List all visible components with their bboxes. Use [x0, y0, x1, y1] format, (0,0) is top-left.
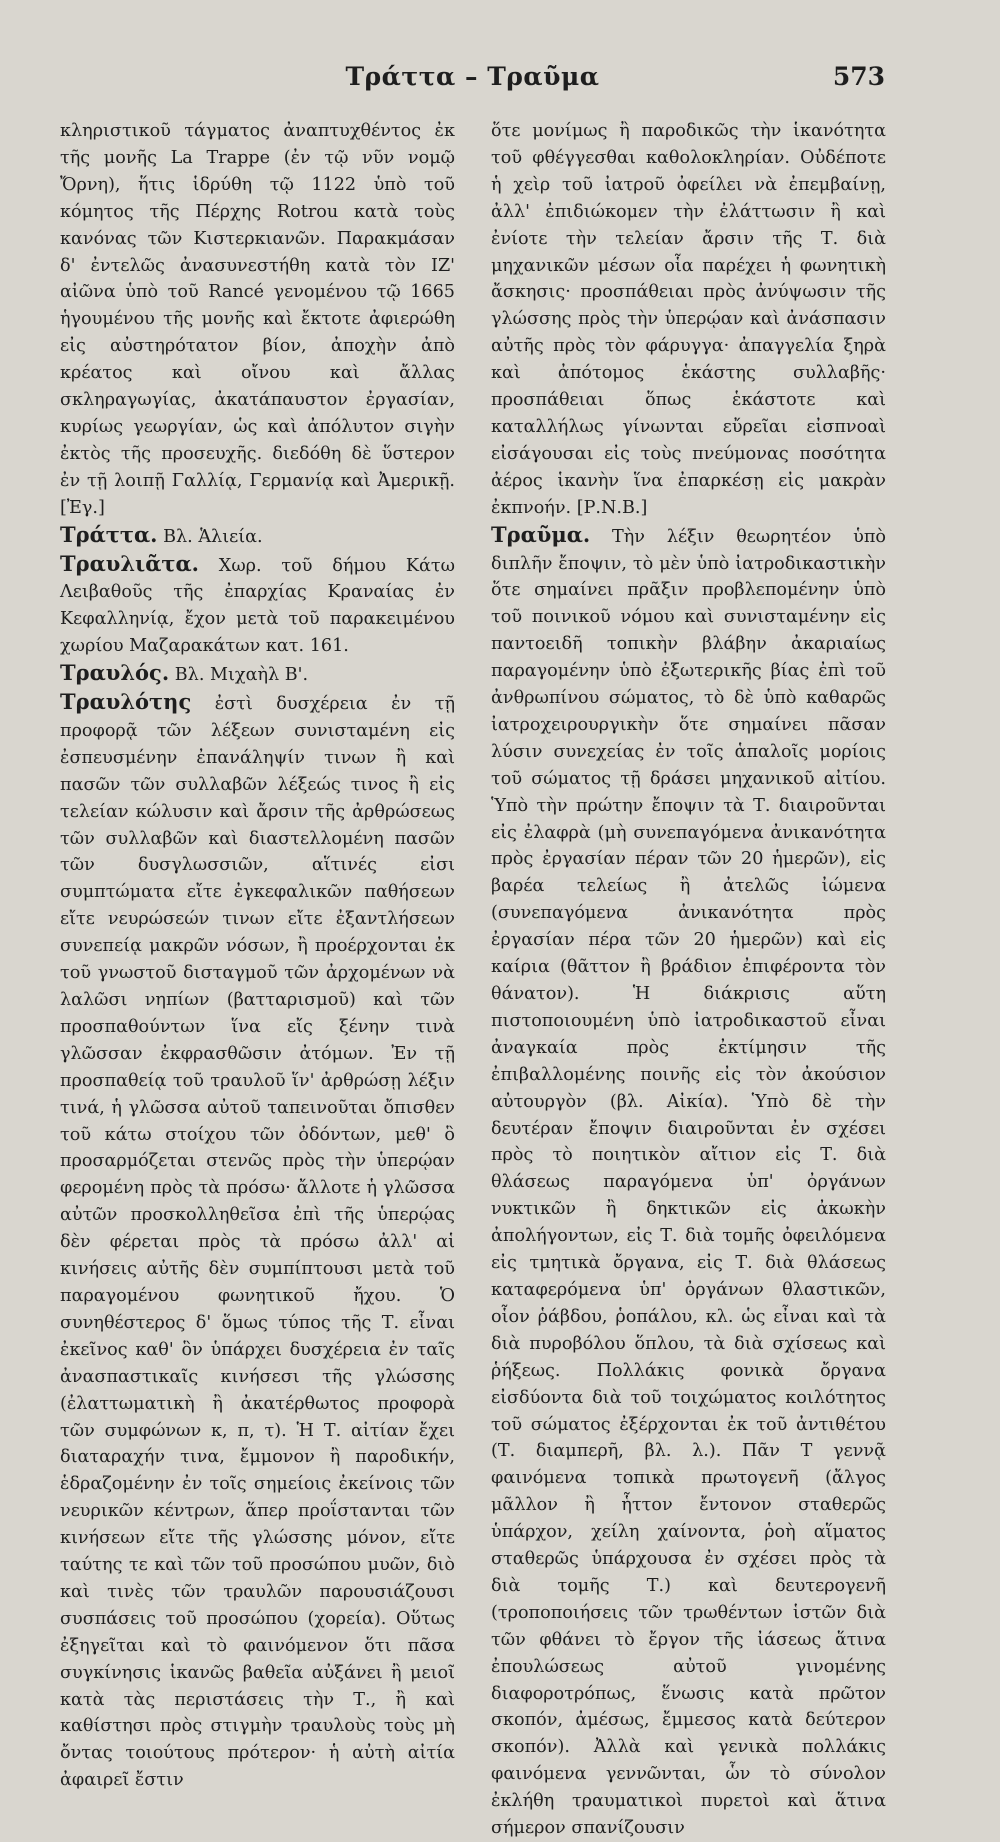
entry-tratta: [60, 522, 455, 551]
right-column: [491, 118, 886, 1842]
entry-text: κληριστικοῦ τάγματος ἀναπτυχθέντος ἐκ τῆς μονῆς La Trappe (ἐν τῷ νῦν νομῷ Ὄρνη), ἥτις ἱδρύθη τῷ 1122 ὑπὸ τοῦ κόμητος τῆς Πέρχης Rotrou κατὰ τοὺς κανόνας τῶν Κιστερκιανῶν. Παρακμάσαν δ' ἐντελῶς ἀνασυνεστήθη κατὰ τὸν ΙΖ' αἰῶνα ὑπὸ τοῦ Rancé γενομένου τῷ 1665 ἡγουμένου τῆς μονῆς καὶ ἔκτοτε ἀφιερώθη εἰς αὐστηρότατον βίον, ἀποχὴν ἀπὸ κρέατος καὶ οἴνου καὶ ἄλλας σκληραγωγίας, ἀκατάπαυστον ἐργασίαν, κυρίως γεωργίαν, ὡς καὶ ἀπόλυτον σιγὴν ἐκτὸς τῆς προσευχῆς. διεδόθη δὲ ὕστερον ἐν τῇ λοιπῇ Γαλλίᾳ, Γερμανίᾳ καὶ Ἀμερικῇ. [Ἐγ.]: [60, 121, 455, 518]
entry-text: Χωρ. τοῦ δήμου Κάτω Λειβαθοῦς τῆς ἐπαρχίας Κραναίας ἐν Κεφαλληνίᾳ, ἔχον μετὰ τοῦ παρακειμένου χωρίου Μαζαρακάτων κατ. 161.: [60, 555, 455, 657]
entry-text: Βλ. Ἁλιεία.: [157, 526, 263, 547]
page-header: [60, 62, 885, 102]
entry-headword: Τράττα.: [60, 521, 158, 547]
entry-trappists-continued: [60, 118, 455, 522]
entry-headword: Τραῦμα.: [491, 521, 591, 547]
running-title: Τράττα – Τραῦμα: [345, 62, 600, 91]
entry-travma: [491, 522, 886, 1842]
entry-text: ἐστὶ δυσχέρεια ἐν τῇ προφορᾷ τῶν λέξεων συνισταμένη εἰς ἐσπευσμένην ἐπανάληψίν τινων ἢ καὶ πασῶν τῶν συλλαβῶν λέξεώς τινος ἢ εἰς τελείαν κώλυσιν καὶ ἄρσιν τῆς ἀρθρώσεως τῶν συλλαβῶν καὶ διαστελλομένη πασῶν τῶν δυσγλωσσιῶν, αἵτινές εἰσι συμπτώματα εἴτε ἐγκεφαλικῶν παθήσεων εἴτε νευρώσεών τινων εἴτε ἐξαντλήσεων συνεπείᾳ μακρῶν νόσων, ἢ προέρχονται ἐκ τοῦ γνωστοῦ δισταγμοῦ τῶν ἀρχομένων νὰ λαλῶσι νηπίων (βατταρισμοῦ) καὶ τῶν προσπαθούντων ἵνα εἴς ξένην τινὰ γλῶσσαν ἐκφρασθῶσιν ἀτόμων. Ἐν τῇ προσπαθείᾳ τοῦ τραυλοῦ ἵν' ἀρθρώσῃ λέξιν τινά, ἡ γλῶσσα αὐτοῦ ταπεινοῦται ὄπισθεν τοῦ κάτω στοίχου τῶν ὀδόντων, μεθ' ὃ προσαρμόζεται στενῶς πρὸς τὴν ὑπερῴαν φερομένη πρὸς τὰ πρόσω· ἄλλοτε ἡ γλῶσσα αὐτῶν προσκολληθεῖσα ἐπὶ τῆς ὑπερῴας δὲν φέρεται πρὸς τὰ πρόσω ἀλλ' αἱ κινήσεις αὐτῆς δὲν συμπίπτουσι μετὰ τοῦ παραγομένου φωνητικοῦ ἤχου. Ὁ συνηθέστερος δ' ὅμως τύπος τῆς Τ. εἶναι ἐκεῖνος καθ' ὃν ὑπάρχει δυσχέρεια ἐν ταῖς ἀνασπαστικαῖς κινήσεσι τῆς γλώσσης (ἐλαττωματικὴ ἢ ἀκατέρθωτος προφορὰ τῶν συμφώνων κ, π, τ). Ἡ Τ. αἰτίαν ἔχει διαταραχήν τινα, ἔμμονον ἢ παροδικήν, ἑδραζομένην ἐν τοῖς σημείοις ἐκείνοις τῶν νευρικῶν κέντρων, ἅπερ προΐστανται τῶν κινήσεων εἴτε τῆς γλώσσης μόνον, εἴτε ταύτης τε καὶ τῶν τοῦ προσώπου μυῶν, διὸ καὶ τινὲς τῶν τραυλῶν παρουσιάζουσι συσπάσεις τοῦ προσώπου (χορεία). Οὕτως ἐξηγεῖται καὶ τὸ φαινόμενον ὅτι πᾶσα συγκίνησις ἱκανῶς βαθεῖα αὐξάνει ἢ μειοῖ κατὰ τὰς περιστάσεις τὴν Τ., ἢ καὶ καθίστησι πρὸς στιγμὴν τραυλοὺς τοὺς μὴ ὄντας τοιούτους πρότερον· ἡ αὐτὴ αἰτία ἀφαιρεῖ ἔστιν: [60, 694, 455, 1791]
entry-text: Βλ. Μιχαὴλ Β'.: [169, 665, 309, 686]
page-number: 573: [832, 62, 885, 91]
entry-travlos: [60, 660, 455, 689]
entry-travlotis-continued: [491, 118, 886, 522]
entry-travliata: [60, 551, 455, 661]
left-column: [60, 118, 455, 1794]
entry-headword: Τραυλιᾶτα.: [60, 550, 199, 576]
entry-travlotis: [60, 689, 455, 1794]
entry-headword: Τραυλός.: [60, 660, 170, 686]
entry-text: Τὴν λέξιν θεωρητέον ὑπὸ διπλῆν ἔποψιν, τὸ μὲν ὑπὸ ἰατροδικαστικὴν ὅτε σημαίνει πρᾶξιν προβλεπομένην ὑπὸ τοῦ ποινικοῦ νόμου καὶ συνισταμένην εἰς παντοειδῆ τοπικὴν βλάβην ἀκαριαίως παραγομένην ὑπὸ ἐξωτερικῆς βίας ἐπὶ τοῦ ἀνθρωπίνου σώματος, τὸ δὲ ὑπὸ καθαρῶς ἰατροχειρουργικὴν ὅτε σημαίνει πᾶσαν λύσιν συνεχείας ἐν τοῖς ἁπαλοῖς μορίοις τοῦ σώματος τῇ δράσει μηχανικοῦ αἰτίου. Ὑπὸ τὴν πρώτην ἔποψιν τὰ Τ. διαιροῦνται εἰς ἐλαφρὰ (μὴ συνεπαγόμενα ἀνικανότητα πρὸς ἐργασίαν πέραν τῶν 20 ἡμερῶν), εἰς βαρέα τελείως ἢ ἀτελῶς ἰώμενα (συνεπαγόμενα ἀνικανότητα πρὸς ἐργασίαν πέρα τῶν 20 ἡμερῶν) καὶ εἰς καίρια (θᾶττον ἢ βράδιον ἐπιφέροντα τὸν θάνατον). Ἡ διάκρισις αὕτη πιστοποιουμένη ὑπὸ ἰατροδικαστοῦ εἶναι ἀναγκαία πρὸς ἐκτίμησιν τῆς ἐπιβαλλομένης ποινῆς εἰς τὸν ἀκούσιον αὐτουργὸν (βλ. Αἰκία). Ὑπὸ δὲ τὴν δευτέραν ἔποψιν διαιροῦνται ἐν σχέσει πρὸς τὸ ποιητικὸν αἴτιον εἰς Τ. διὰ θλάσεως παραγόμενα ὑπ' ὀργάνων νυκτικῶν ἢ δηκτικῶν εἰς ἀκωκὴν ἀπολήγοντων, εἰς Τ. διὰ τομῆς ὀφειλόμενα εἰς τμητικὰ ὄργανα, εἰς Τ. διὰ θλάσεως καταφερόμενα ὑπ' ὀργάνων θλαστικῶν, οἷον ῥάβδου, ῥοπάλου, κλ. ὡς εἶναι καὶ τὰ διὰ πυροβόλου ὅπλου, τὰ διὰ σχίσεως καὶ ῥήξεως. Πολλάκις φονικὰ ὄργανα εἰσδύοντα διὰ τοῦ τοιχώματος κοιλότητος τοῦ σώματος ἐξέρχονται ἐκ τοῦ ἀντιθέτου (Τ. διαμπερῆ, βλ. λ.). Πᾶν Τ γεννᾷ φαινόμενα τοπικὰ πρωτογενῆ (ἄλγος μᾶλλον ἢ ἧττον ἔντονον σταθερῶς ὑπάρχον, χείλη χαίνοντα, ῥοὴ αἵματος σταθερῶς ὑπάρχουσα ἐν σχέσει πρὸς τὰ διὰ τομῆς Τ.) καὶ δευτερογενῆ (τροποποιήσεις τῶν τρωθέντων ἱστῶν διὰ τῶν φθάνει τὸ ἔργον τῆς ἰάσεως ἅτινα ἐπουλώσεως αὐτοῦ γινομένης διαφοροτρόπως, ἕνωσις κατὰ πρῶτον σκοπόν, ἀμέσως, ἔμμεσος κατὰ δεύτερον σκοπόν). Ἀλλὰ καὶ γενικὰ πολλάκις φαινόμενα γεννῶνται, ὧν τὸ σύνολον ἐκλήθη τραυματικοὶ πυρετοὶ καὶ ἅτινα σήμερον σπανίζουσιν: [491, 526, 886, 1839]
entry-headword: Τραυλότης: [60, 689, 192, 715]
entry-text: ὅτε μονίμως ἢ παροδικῶς τὴν ἱκανότητα τοῦ φθέγγεσθαι καθολοκληρίαν. Οὐδέποτε ἡ χεὶρ τοῦ ἰατροῦ ὀφείλει νὰ ἐπεμβαίνῃ, ἀλλ' ἐπιδιώκομεν τὴν ἐλάττωσιν ἢ καὶ ἐνίοτε τὴν τελείαν ἄρσιν τῆς Τ. διὰ μηχανικῶν μέσων οἷα παρέχει ἡ φωνητικὴ ἄσκησις· προσπάθειαι πρὸς ἀνύψωσιν τῆς γλώσσης πρὸς τὴν ὑπερῴαν καὶ ἀνάσπασιν αὐτῆς πρὸς τὸν φάρυγγα· ἀπαγγελία ξηρὰ καὶ ἀπότομος ἑκάστης συλλαβῆς· προσπάθειαι ὅπως ἑκάστοτε καὶ καταλλήλως γίνωνται εὔρεῖαι εἰσπνοαὶ εἰσάγουσαι εἰς τοὺς πνεύμονας ποσότητα ἀέρος ἱκανὴν ἵνα ἐπαρκέσῃ εἰς μακρὰν ἐκπνοήν. [Ρ.Ν.Β.]: [491, 121, 886, 518]
